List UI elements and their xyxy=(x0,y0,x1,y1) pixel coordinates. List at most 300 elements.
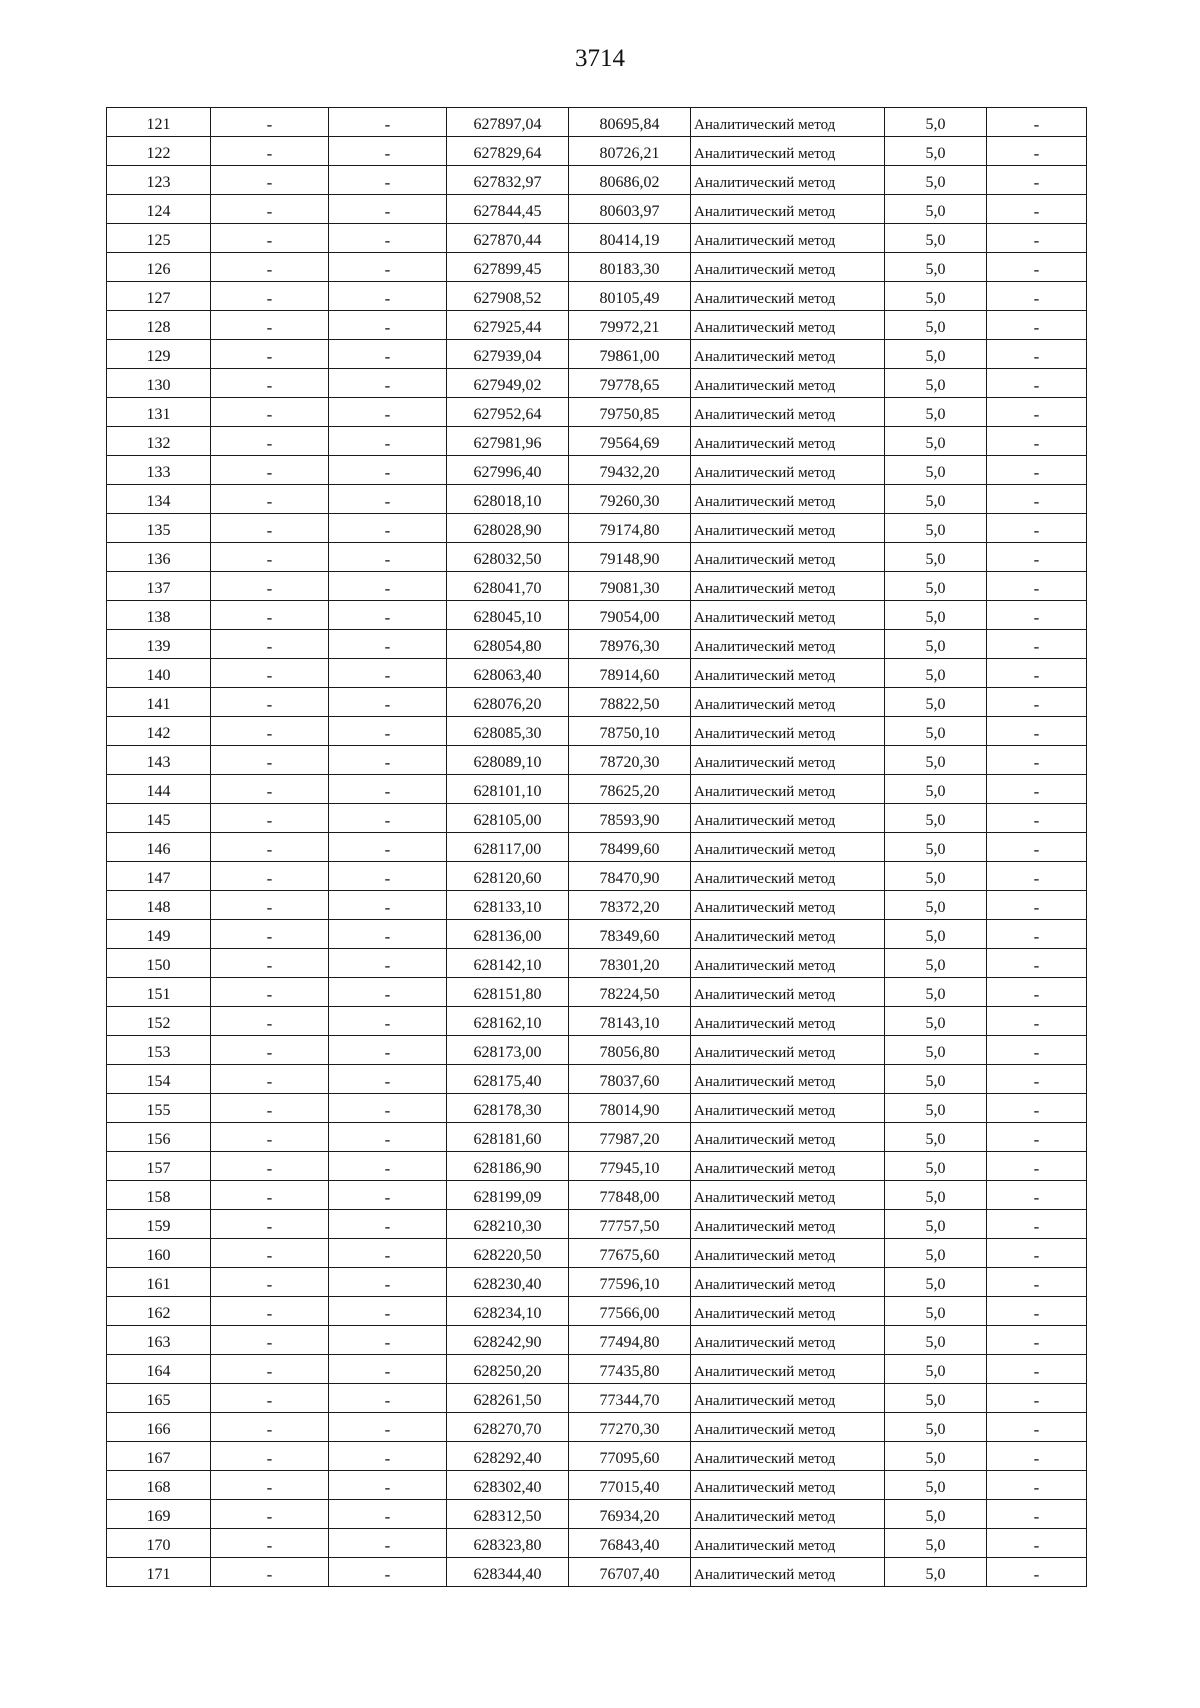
empty-column-3-cell: - xyxy=(329,485,447,514)
y-coordinate-cell: 77270,30 xyxy=(569,1413,691,1442)
description-cell: - xyxy=(987,108,1087,137)
page-number: 3714 xyxy=(575,45,625,72)
description-cell: - xyxy=(987,833,1087,862)
description-cell: - xyxy=(987,1210,1087,1239)
y-coordinate-cell: 79081,30 xyxy=(569,572,691,601)
y-coordinate-cell: 80105,49 xyxy=(569,282,691,311)
description-cell: - xyxy=(987,1326,1087,1355)
accuracy-cell: 5,0 xyxy=(885,1529,987,1558)
description-cell: - xyxy=(987,514,1087,543)
table-row xyxy=(107,311,1087,340)
description-cell: - xyxy=(987,688,1087,717)
table-row xyxy=(107,1152,1087,1181)
description-cell: - xyxy=(987,340,1087,369)
point-number-cell: 155 xyxy=(107,1094,211,1123)
description-cell: - xyxy=(987,601,1087,630)
description-cell: - xyxy=(987,282,1087,311)
y-coordinate-cell: 80414,19 xyxy=(569,224,691,253)
x-coordinate-cell: 628028,90 xyxy=(447,514,569,543)
empty-column-3-cell: - xyxy=(329,369,447,398)
accuracy-cell: 5,0 xyxy=(885,282,987,311)
method-cell: Аналитический метод xyxy=(691,514,885,543)
accuracy-cell: 5,0 xyxy=(885,1123,987,1152)
table-row xyxy=(107,920,1087,949)
empty-column-2-cell: - xyxy=(211,1442,329,1471)
empty-column-3-cell: - xyxy=(329,659,447,688)
table-row xyxy=(107,1123,1087,1152)
y-coordinate-cell: 78750,10 xyxy=(569,717,691,746)
table-row xyxy=(107,949,1087,978)
table-row xyxy=(107,717,1087,746)
empty-column-3-cell: - xyxy=(329,833,447,862)
accuracy-cell: 5,0 xyxy=(885,659,987,688)
description-cell: - xyxy=(987,1123,1087,1152)
description-cell: - xyxy=(987,891,1087,920)
y-coordinate-cell: 76707,40 xyxy=(569,1558,691,1587)
accuracy-cell: 5,0 xyxy=(885,1007,987,1036)
accuracy-cell: 5,0 xyxy=(885,456,987,485)
x-coordinate-cell: 627870,44 xyxy=(447,224,569,253)
y-coordinate-cell: 77435,80 xyxy=(569,1355,691,1384)
accuracy-cell: 5,0 xyxy=(885,224,987,253)
empty-column-3-cell: - xyxy=(329,775,447,804)
empty-column-2-cell: - xyxy=(211,1413,329,1442)
empty-column-3-cell: - xyxy=(329,282,447,311)
point-number-cell: 168 xyxy=(107,1471,211,1500)
point-number-cell: 146 xyxy=(107,833,211,862)
accuracy-cell: 5,0 xyxy=(885,862,987,891)
method-cell: Аналитический метод xyxy=(691,1558,885,1587)
point-number-cell: 170 xyxy=(107,1529,211,1558)
accuracy-cell: 5,0 xyxy=(885,1297,987,1326)
y-coordinate-cell: 78914,60 xyxy=(569,659,691,688)
y-coordinate-cell: 77566,00 xyxy=(569,1297,691,1326)
method-cell: Аналитический метод xyxy=(691,804,885,833)
empty-column-2-cell: - xyxy=(211,1326,329,1355)
point-number-cell: 148 xyxy=(107,891,211,920)
method-cell: Аналитический метод xyxy=(691,1065,885,1094)
empty-column-3-cell: - xyxy=(329,1471,447,1500)
x-coordinate-cell: 628210,30 xyxy=(447,1210,569,1239)
empty-column-3-cell: - xyxy=(329,514,447,543)
table-row xyxy=(107,1326,1087,1355)
empty-column-2-cell: - xyxy=(211,137,329,166)
accuracy-cell: 5,0 xyxy=(885,311,987,340)
y-coordinate-cell: 79148,90 xyxy=(569,543,691,572)
description-cell: - xyxy=(987,1558,1087,1587)
x-coordinate-cell: 627952,64 xyxy=(447,398,569,427)
x-coordinate-cell: 628199,09 xyxy=(447,1181,569,1210)
accuracy-cell: 5,0 xyxy=(885,1413,987,1442)
method-cell: Аналитический метод xyxy=(691,920,885,949)
description-cell: - xyxy=(987,1500,1087,1529)
y-coordinate-cell: 80695,84 xyxy=(569,108,691,137)
table-row xyxy=(107,601,1087,630)
y-coordinate-cell: 78822,50 xyxy=(569,688,691,717)
x-coordinate-cell: 628151,80 xyxy=(447,978,569,1007)
empty-column-3-cell: - xyxy=(329,630,447,659)
accuracy-cell: 5,0 xyxy=(885,1326,987,1355)
x-coordinate-cell: 628142,10 xyxy=(447,949,569,978)
empty-column-2-cell: - xyxy=(211,369,329,398)
accuracy-cell: 5,0 xyxy=(885,717,987,746)
empty-column-2-cell: - xyxy=(211,659,329,688)
y-coordinate-cell: 78224,50 xyxy=(569,978,691,1007)
description-cell: - xyxy=(987,978,1087,1007)
empty-column-2-cell: - xyxy=(211,717,329,746)
accuracy-cell: 5,0 xyxy=(885,601,987,630)
table-row xyxy=(107,572,1087,601)
accuracy-cell: 5,0 xyxy=(885,572,987,601)
accuracy-cell: 5,0 xyxy=(885,1239,987,1268)
empty-column-3-cell: - xyxy=(329,166,447,195)
coordinates-table xyxy=(106,107,1087,1587)
empty-column-3-cell: - xyxy=(329,340,447,369)
empty-column-3-cell: - xyxy=(329,717,447,746)
empty-column-2-cell: - xyxy=(211,775,329,804)
accuracy-cell: 5,0 xyxy=(885,1442,987,1471)
point-number-cell: 141 xyxy=(107,688,211,717)
point-number-cell: 143 xyxy=(107,746,211,775)
empty-column-3-cell: - xyxy=(329,1268,447,1297)
method-cell: Аналитический метод xyxy=(691,688,885,717)
method-cell: Аналитический метод xyxy=(691,311,885,340)
description-cell: - xyxy=(987,659,1087,688)
empty-column-2-cell: - xyxy=(211,456,329,485)
empty-column-3-cell: - xyxy=(329,1007,447,1036)
description-cell: - xyxy=(987,311,1087,340)
description-cell: - xyxy=(987,1065,1087,1094)
table-row xyxy=(107,1413,1087,1442)
table-row xyxy=(107,1007,1087,1036)
empty-column-3-cell: - xyxy=(329,804,447,833)
table-row xyxy=(107,659,1087,688)
x-coordinate-cell: 627897,04 xyxy=(447,108,569,137)
description-cell: - xyxy=(987,195,1087,224)
empty-column-2-cell: - xyxy=(211,1471,329,1500)
x-coordinate-cell: 628250,20 xyxy=(447,1355,569,1384)
method-cell: Аналитический метод xyxy=(691,282,885,311)
point-number-cell: 138 xyxy=(107,601,211,630)
x-coordinate-cell: 628261,50 xyxy=(447,1384,569,1413)
empty-column-3-cell: - xyxy=(329,1094,447,1123)
empty-column-3-cell: - xyxy=(329,1065,447,1094)
table-row xyxy=(107,1471,1087,1500)
x-coordinate-cell: 628120,60 xyxy=(447,862,569,891)
empty-column-3-cell: - xyxy=(329,1326,447,1355)
method-cell: Аналитический метод xyxy=(691,572,885,601)
x-coordinate-cell: 628234,10 xyxy=(447,1297,569,1326)
table-row xyxy=(107,1297,1087,1326)
x-coordinate-cell: 627899,45 xyxy=(447,253,569,282)
point-number-cell: 128 xyxy=(107,311,211,340)
x-coordinate-cell: 628270,70 xyxy=(447,1413,569,1442)
accuracy-cell: 5,0 xyxy=(885,195,987,224)
empty-column-2-cell: - xyxy=(211,833,329,862)
empty-column-2-cell: - xyxy=(211,1384,329,1413)
x-coordinate-cell: 628344,40 xyxy=(447,1558,569,1587)
y-coordinate-cell: 76934,20 xyxy=(569,1500,691,1529)
description-cell: - xyxy=(987,717,1087,746)
description-cell: - xyxy=(987,137,1087,166)
description-cell: - xyxy=(987,1007,1087,1036)
empty-column-3-cell: - xyxy=(329,1123,447,1152)
table-row xyxy=(107,340,1087,369)
y-coordinate-cell: 77095,60 xyxy=(569,1442,691,1471)
table-row xyxy=(107,891,1087,920)
description-cell: - xyxy=(987,253,1087,282)
empty-column-2-cell: - xyxy=(211,601,329,630)
accuracy-cell: 5,0 xyxy=(885,833,987,862)
x-coordinate-cell: 628178,30 xyxy=(447,1094,569,1123)
accuracy-cell: 5,0 xyxy=(885,369,987,398)
empty-column-3-cell: - xyxy=(329,108,447,137)
method-cell: Аналитический метод xyxy=(691,1123,885,1152)
table-row xyxy=(107,688,1087,717)
point-number-cell: 157 xyxy=(107,1152,211,1181)
empty-column-3-cell: - xyxy=(329,253,447,282)
table-row xyxy=(107,543,1087,572)
description-cell: - xyxy=(987,1297,1087,1326)
y-coordinate-cell: 78056,80 xyxy=(569,1036,691,1065)
y-coordinate-cell: 77987,20 xyxy=(569,1123,691,1152)
method-cell: Аналитический метод xyxy=(691,398,885,427)
description-cell: - xyxy=(987,1239,1087,1268)
empty-column-3-cell: - xyxy=(329,1152,447,1181)
empty-column-3-cell: - xyxy=(329,746,447,775)
y-coordinate-cell: 77675,60 xyxy=(569,1239,691,1268)
description-cell: - xyxy=(987,1413,1087,1442)
accuracy-cell: 5,0 xyxy=(885,804,987,833)
y-coordinate-cell: 78720,30 xyxy=(569,746,691,775)
accuracy-cell: 5,0 xyxy=(885,688,987,717)
empty-column-3-cell: - xyxy=(329,195,447,224)
point-number-cell: 129 xyxy=(107,340,211,369)
empty-column-2-cell: - xyxy=(211,340,329,369)
description-cell: - xyxy=(987,862,1087,891)
x-coordinate-cell: 628136,00 xyxy=(447,920,569,949)
empty-column-2-cell: - xyxy=(211,688,329,717)
description-cell: - xyxy=(987,543,1087,572)
empty-column-3-cell: - xyxy=(329,543,447,572)
y-coordinate-cell: 79260,30 xyxy=(569,485,691,514)
description-cell: - xyxy=(987,1152,1087,1181)
point-number-cell: 125 xyxy=(107,224,211,253)
point-number-cell: 164 xyxy=(107,1355,211,1384)
description-cell: - xyxy=(987,224,1087,253)
description-cell: - xyxy=(987,1384,1087,1413)
y-coordinate-cell: 78349,60 xyxy=(569,920,691,949)
x-coordinate-cell: 628181,60 xyxy=(447,1123,569,1152)
description-cell: - xyxy=(987,630,1087,659)
x-coordinate-cell: 628085,30 xyxy=(447,717,569,746)
empty-column-2-cell: - xyxy=(211,1297,329,1326)
accuracy-cell: 5,0 xyxy=(885,1471,987,1500)
point-number-cell: 144 xyxy=(107,775,211,804)
empty-column-3-cell: - xyxy=(329,1297,447,1326)
description-cell: - xyxy=(987,398,1087,427)
empty-column-3-cell: - xyxy=(329,1500,447,1529)
table-row xyxy=(107,1210,1087,1239)
y-coordinate-cell: 78593,90 xyxy=(569,804,691,833)
point-number-cell: 127 xyxy=(107,282,211,311)
y-coordinate-cell: 79054,00 xyxy=(569,601,691,630)
method-cell: Аналитический метод xyxy=(691,1413,885,1442)
method-cell: Аналитический метод xyxy=(691,456,885,485)
x-coordinate-cell: 628054,80 xyxy=(447,630,569,659)
point-number-cell: 139 xyxy=(107,630,211,659)
empty-column-3-cell: - xyxy=(329,978,447,1007)
description-cell: - xyxy=(987,1268,1087,1297)
description-cell: - xyxy=(987,804,1087,833)
table-row xyxy=(107,195,1087,224)
table-row xyxy=(107,485,1087,514)
y-coordinate-cell: 79174,80 xyxy=(569,514,691,543)
x-coordinate-cell: 628220,50 xyxy=(447,1239,569,1268)
table-row xyxy=(107,1384,1087,1413)
point-number-cell: 130 xyxy=(107,369,211,398)
y-coordinate-cell: 79564,69 xyxy=(569,427,691,456)
table-row xyxy=(107,1181,1087,1210)
method-cell: Аналитический метод xyxy=(691,253,885,282)
method-cell: Аналитический метод xyxy=(691,1471,885,1500)
method-cell: Аналитический метод xyxy=(691,1355,885,1384)
method-cell: Аналитический метод xyxy=(691,485,885,514)
x-coordinate-cell: 628089,10 xyxy=(447,746,569,775)
point-number-cell: 167 xyxy=(107,1442,211,1471)
y-coordinate-cell: 80726,21 xyxy=(569,137,691,166)
table-row xyxy=(107,253,1087,282)
description-cell: - xyxy=(987,456,1087,485)
method-cell: Аналитический метод xyxy=(691,1326,885,1355)
x-coordinate-cell: 628292,40 xyxy=(447,1442,569,1471)
table-row xyxy=(107,1036,1087,1065)
accuracy-cell: 5,0 xyxy=(885,340,987,369)
point-number-cell: 135 xyxy=(107,514,211,543)
method-cell: Аналитический метод xyxy=(691,1384,885,1413)
empty-column-3-cell: - xyxy=(329,137,447,166)
empty-column-3-cell: - xyxy=(329,1558,447,1587)
method-cell: Аналитический метод xyxy=(691,137,885,166)
x-coordinate-cell: 628186,90 xyxy=(447,1152,569,1181)
table-row xyxy=(107,108,1087,137)
method-cell: Аналитический метод xyxy=(691,1181,885,1210)
x-coordinate-cell: 627908,52 xyxy=(447,282,569,311)
point-number-cell: 150 xyxy=(107,949,211,978)
x-coordinate-cell: 627925,44 xyxy=(447,311,569,340)
accuracy-cell: 5,0 xyxy=(885,1558,987,1587)
empty-column-2-cell: - xyxy=(211,398,329,427)
method-cell: Аналитический метод xyxy=(691,1036,885,1065)
accuracy-cell: 5,0 xyxy=(885,108,987,137)
x-coordinate-cell: 628041,70 xyxy=(447,572,569,601)
empty-column-2-cell: - xyxy=(211,224,329,253)
accuracy-cell: 5,0 xyxy=(885,1268,987,1297)
point-number-cell: 160 xyxy=(107,1239,211,1268)
table-row xyxy=(107,1442,1087,1471)
x-coordinate-cell: 628173,00 xyxy=(447,1036,569,1065)
empty-column-2-cell: - xyxy=(211,311,329,340)
accuracy-cell: 5,0 xyxy=(885,775,987,804)
description-cell: - xyxy=(987,920,1087,949)
method-cell: Аналитический метод xyxy=(691,369,885,398)
y-coordinate-cell: 77344,70 xyxy=(569,1384,691,1413)
empty-column-2-cell: - xyxy=(211,804,329,833)
point-number-cell: 136 xyxy=(107,543,211,572)
accuracy-cell: 5,0 xyxy=(885,949,987,978)
y-coordinate-cell: 78625,20 xyxy=(569,775,691,804)
method-cell: Аналитический метод xyxy=(691,1500,885,1529)
accuracy-cell: 5,0 xyxy=(885,543,987,572)
table-row xyxy=(107,427,1087,456)
x-coordinate-cell: 628076,20 xyxy=(447,688,569,717)
accuracy-cell: 5,0 xyxy=(885,427,987,456)
point-number-cell: 153 xyxy=(107,1036,211,1065)
x-coordinate-cell: 627939,04 xyxy=(447,340,569,369)
x-coordinate-cell: 628018,10 xyxy=(447,485,569,514)
empty-column-3-cell: - xyxy=(329,1239,447,1268)
empty-column-2-cell: - xyxy=(211,1500,329,1529)
y-coordinate-cell: 77945,10 xyxy=(569,1152,691,1181)
accuracy-cell: 5,0 xyxy=(885,1065,987,1094)
empty-column-2-cell: - xyxy=(211,195,329,224)
y-coordinate-cell: 80603,97 xyxy=(569,195,691,224)
point-number-cell: 163 xyxy=(107,1326,211,1355)
description-cell: - xyxy=(987,1355,1087,1384)
y-coordinate-cell: 77596,10 xyxy=(569,1268,691,1297)
table-row xyxy=(107,1239,1087,1268)
x-coordinate-cell: 628133,10 xyxy=(447,891,569,920)
point-number-cell: 126 xyxy=(107,253,211,282)
description-cell: - xyxy=(987,369,1087,398)
x-coordinate-cell: 628175,40 xyxy=(447,1065,569,1094)
empty-column-3-cell: - xyxy=(329,427,447,456)
empty-column-2-cell: - xyxy=(211,920,329,949)
empty-column-3-cell: - xyxy=(329,398,447,427)
x-coordinate-cell: 628323,80 xyxy=(447,1529,569,1558)
y-coordinate-cell: 77015,40 xyxy=(569,1471,691,1500)
y-coordinate-cell: 78037,60 xyxy=(569,1065,691,1094)
empty-column-3-cell: - xyxy=(329,1529,447,1558)
empty-column-3-cell: - xyxy=(329,688,447,717)
point-number-cell: 154 xyxy=(107,1065,211,1094)
method-cell: Аналитический метод xyxy=(691,891,885,920)
empty-column-2-cell: - xyxy=(211,1355,329,1384)
empty-column-3-cell: - xyxy=(329,224,447,253)
empty-column-2-cell: - xyxy=(211,1181,329,1210)
accuracy-cell: 5,0 xyxy=(885,1152,987,1181)
empty-column-3-cell: - xyxy=(329,1413,447,1442)
method-cell: Аналитический метод xyxy=(691,978,885,1007)
accuracy-cell: 5,0 xyxy=(885,253,987,282)
table-row xyxy=(107,1558,1087,1587)
table-row xyxy=(107,775,1087,804)
y-coordinate-cell: 78470,90 xyxy=(569,862,691,891)
table-row xyxy=(107,166,1087,195)
accuracy-cell: 5,0 xyxy=(885,485,987,514)
point-number-cell: 140 xyxy=(107,659,211,688)
accuracy-cell: 5,0 xyxy=(885,1355,987,1384)
empty-column-3-cell: - xyxy=(329,601,447,630)
method-cell: Аналитический метод xyxy=(691,1210,885,1239)
point-number-cell: 131 xyxy=(107,398,211,427)
point-number-cell: 165 xyxy=(107,1384,211,1413)
point-number-cell: 132 xyxy=(107,427,211,456)
point-number-cell: 121 xyxy=(107,108,211,137)
y-coordinate-cell: 77757,50 xyxy=(569,1210,691,1239)
method-cell: Аналитический метод xyxy=(691,746,885,775)
table-row xyxy=(107,1094,1087,1123)
